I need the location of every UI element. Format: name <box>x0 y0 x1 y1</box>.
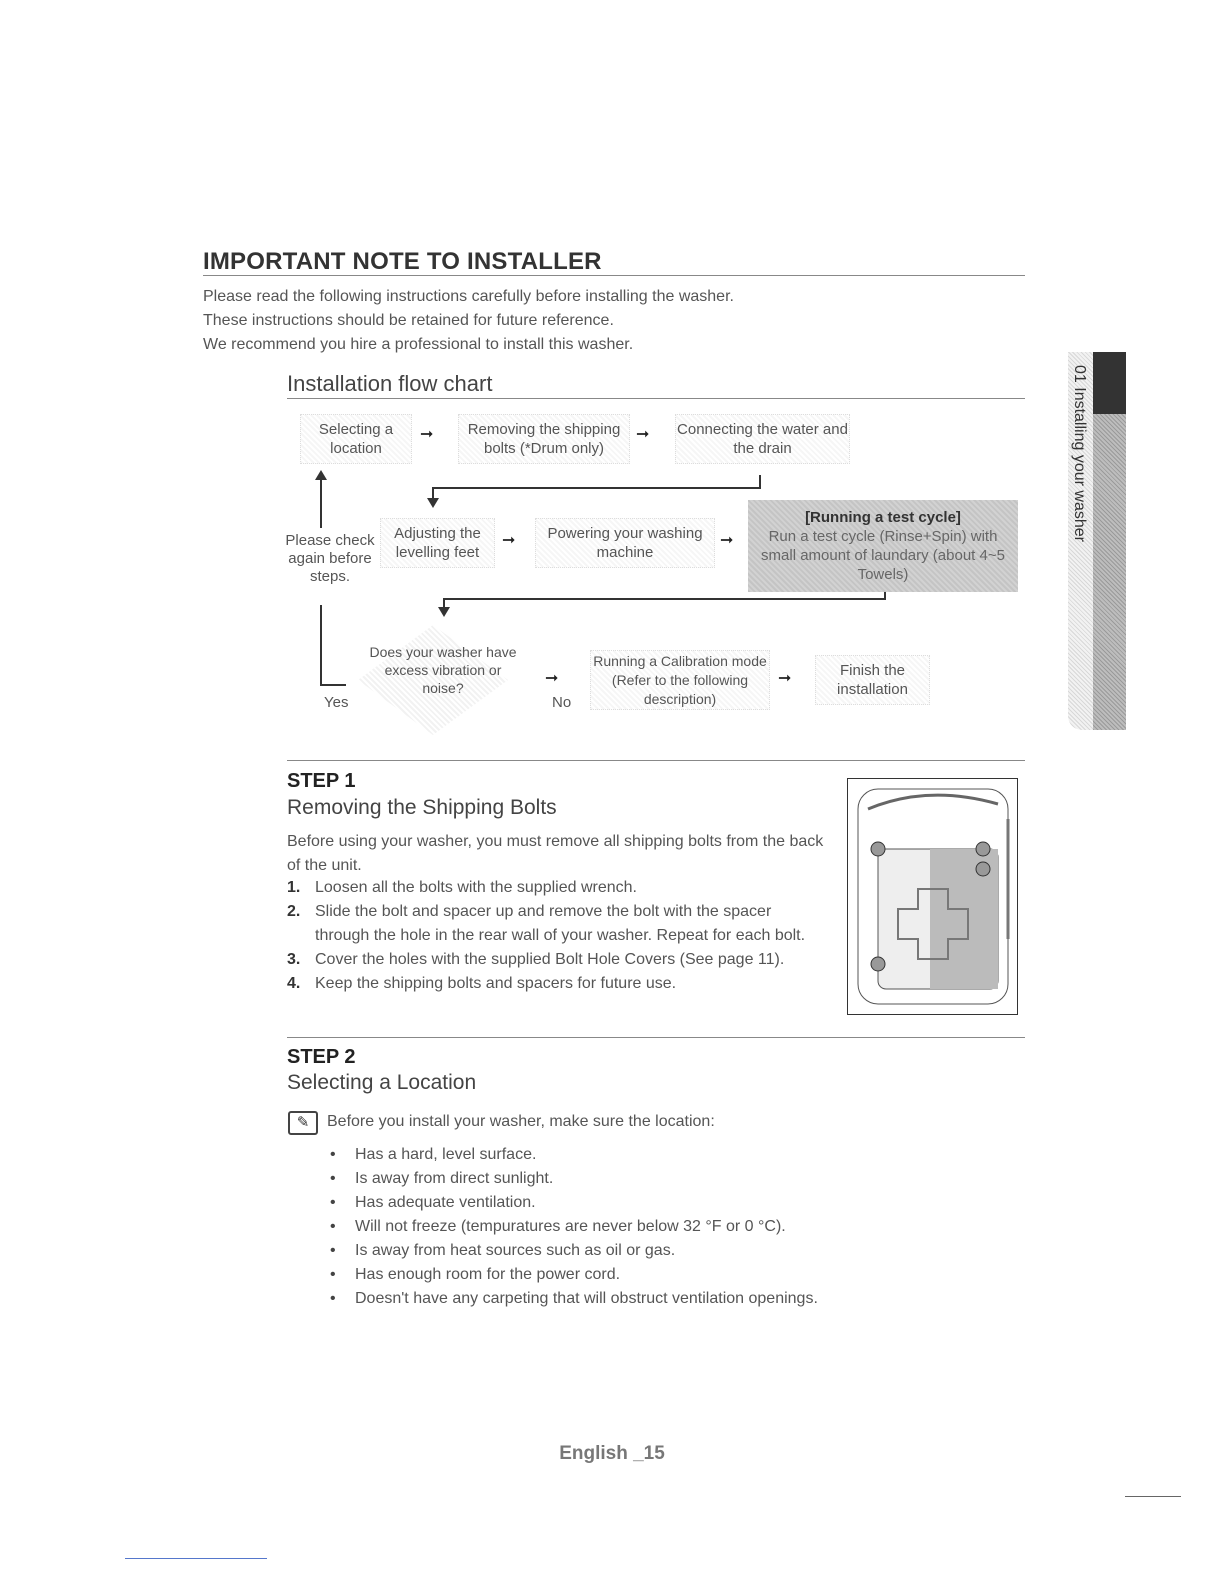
list-item: • Has enough room for the power cord. <box>330 1266 621 1283</box>
step2-label: STEP 2 <box>287 1046 356 1068</box>
list-item: • Is away from heat sources such as oil or gas. <box>330 1242 676 1259</box>
intro-line: We recommend you hire a professional to install this washer. <box>203 336 634 353</box>
connector <box>432 487 761 489</box>
step1-intro: Before using your washer, you must remove all shipping bolts from the back of the unit. <box>287 833 824 874</box>
note-icon: ✎ <box>288 1111 318 1135</box>
step1-title: Removing the Shipping Bolts <box>287 796 557 819</box>
flow-question: Does your washer have excess vibration or noise? <box>369 644 517 696</box>
list-item: 4. Keep the shipping bolts and spacers for future use. <box>287 975 677 992</box>
list-item: • Doesn't have any carpeting that will obstruct ventilation openings. <box>330 1290 818 1307</box>
yes-label: Yes <box>324 694 349 711</box>
bottom-rule <box>125 1558 267 1559</box>
arrow-right-icon: ➞ <box>502 532 516 549</box>
no-label: No <box>552 694 572 711</box>
list-item: 2. Slide the bolt and spacer up and remove the bolt with the spacer through the hole in the rear wall of your washer. Repeat for each bolt. <box>287 903 806 944</box>
flow-connect-water: Connecting the water and the drain <box>675 414 850 464</box>
step2-note: Before you install your washer, make sure the location: <box>327 1113 715 1130</box>
intro-line: These instructions should be retained for future reference. <box>203 312 614 329</box>
step1-label: STEP 1 <box>287 770 356 792</box>
arrow-right-icon: ➞ <box>778 670 792 687</box>
flow-select-location: Selecting a location <box>300 414 412 464</box>
step2-rule <box>287 1037 1025 1038</box>
title-rule <box>203 275 1025 276</box>
flow-remove-bolts: Removing the shipping bolts (*Drum only) <box>458 414 630 464</box>
connector <box>320 478 322 528</box>
page-title: IMPORTANT NOTE TO INSTALLER <box>203 248 602 275</box>
flowchart-rule <box>287 398 1025 399</box>
arrow-right-icon: ➞ <box>545 670 559 687</box>
list-item: 3. Cover the holes with the supplied Bolt Hole Covers (See page 11). <box>287 951 785 968</box>
list-item: 1. Loosen all the bolts with the supplied wrench. <box>287 879 637 896</box>
list-item: • Has adequate ventilation. <box>330 1194 536 1211</box>
arrow-right-icon: ➞ <box>636 426 650 443</box>
step1-list <box>287 876 815 996</box>
intro <box>203 285 734 357</box>
arrow-down-icon <box>438 607 450 617</box>
step2-title: Selecting a Location <box>287 1071 477 1094</box>
washer-back-illustration <box>847 778 1018 1015</box>
arrow-down-icon <box>427 498 439 508</box>
page-footer: English _15 <box>559 1443 665 1464</box>
footer-rule <box>1125 1496 1181 1497</box>
list-item: • Will not freeze (tempuratures are never below 32 °F or 0 °C). <box>330 1218 786 1235</box>
list-item: • Has a hard, level surface. <box>330 1146 537 1163</box>
flow-calibration: Running a Calibration mode (Refer to the following description) <box>590 650 770 710</box>
flowchart-title: Installation flow chart <box>287 371 493 396</box>
flow-power: Powering your washing machine <box>535 518 715 568</box>
recheck-label: Please check again before steps. <box>285 532 375 585</box>
side-tab-marker <box>1093 352 1126 414</box>
step2-bullets <box>330 1143 818 1311</box>
arrow-right-icon: ➞ <box>420 426 434 443</box>
step1-rule <box>287 760 1025 761</box>
flow-test-cycle: [Running a test cycle] Run a test cycle (Rinse+Spin) with small amount of laundary (about 4~5 Towels) <box>748 500 1018 592</box>
intro-line: Please read the following instructions carefully before installing the washer. <box>203 288 734 305</box>
flow-adjust-feet: Adjusting the levelling feet <box>380 518 495 568</box>
connector <box>320 605 322 685</box>
list-item: • Is away from direct sunlight. <box>330 1170 554 1187</box>
arrow-right-icon: ➞ <box>720 532 734 549</box>
side-tab-label: 01 Installing your washer <box>1071 365 1088 542</box>
connector <box>320 684 346 686</box>
connector <box>443 598 886 600</box>
flow-finish: Finish the installation <box>815 655 930 705</box>
